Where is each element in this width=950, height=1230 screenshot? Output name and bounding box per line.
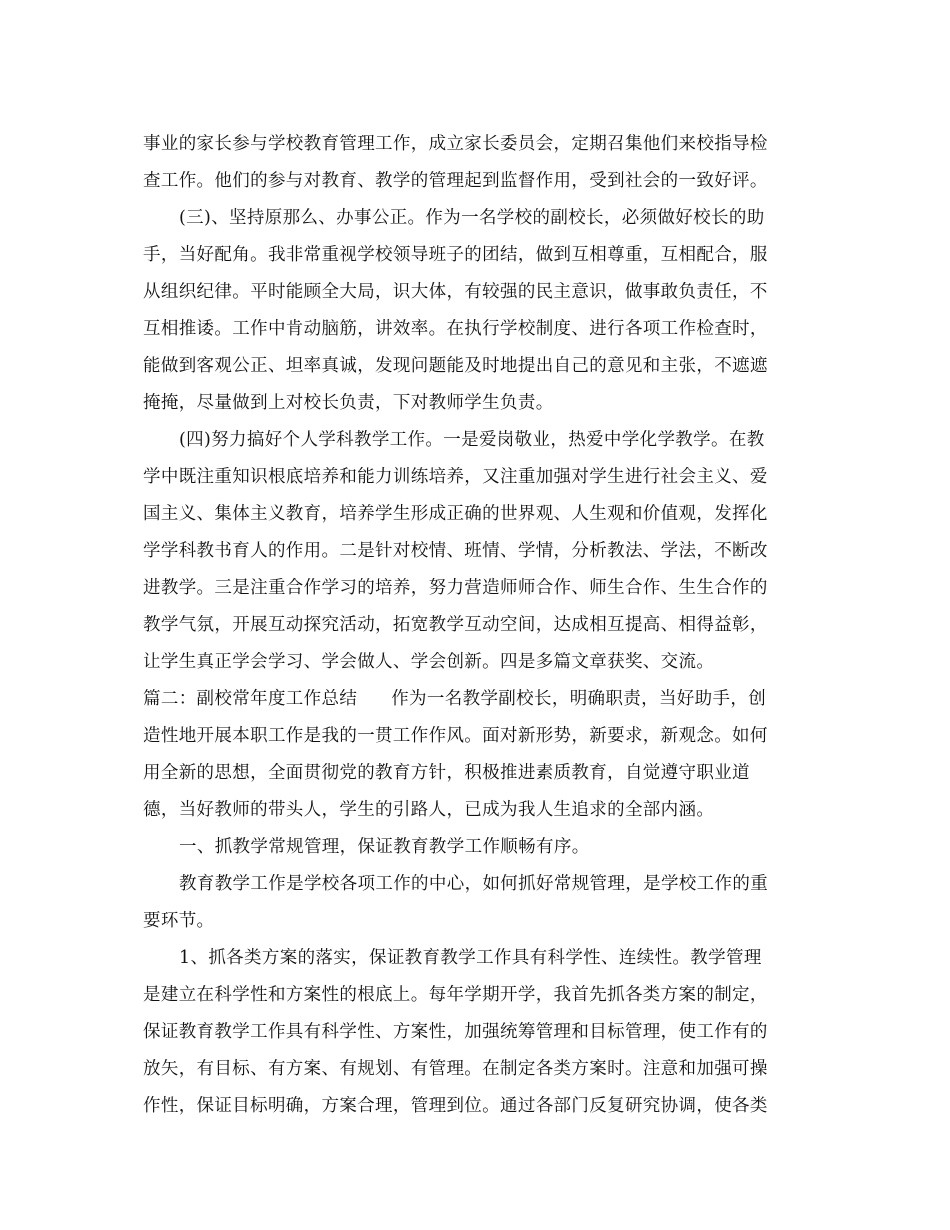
text-line: 作性，保证目标明确，方案合理，管理到位。通过各部门反复研究协调，使各类 [143, 1096, 768, 1116]
text-line: (三)、坚持原那么、办事公正。作为一名学校的副校长，必须做好校长的助 [179, 208, 765, 228]
text-line: 事业的家长参与学校教育管理工作，成立家长委员会，定期召集他们来校指导检 [143, 134, 768, 154]
text-line: 互相推诿。工作中肯动脑筋，讲效率。在执行学校制度、进行各项工作检查时， [143, 319, 768, 339]
text-line: 学中既注重知识根底培养和能力训练培养，又注重加强对学生进行社会主义、爱 [143, 467, 768, 487]
text-line: 德，当好教师的带头人，学生的引路人，已成为我人生追求的全部内涵。 [143, 800, 715, 820]
text-line: 放矢，有目标、有方案、有规划、有管理。在制定各类方案时。注意和加强可操 [143, 1059, 768, 1079]
text-line: 是建立在科学性和方案性的根底上。每年学期开学，我首先抓各类方案的制定， [143, 985, 768, 1005]
text-line: 让学生真正学会学习、学会做人、学会创新。四是多篇文章获奖、交流。 [143, 652, 715, 672]
text-line: 要环节。 [143, 911, 215, 931]
text-line: 教育教学工作是学校各项工作的中心，如何抓好常规管理，是学校工作的重 [179, 874, 769, 894]
text-line: 进教学。三是注重合作学习的培养，努力营造师师合作、师生合作、生生合作的 [143, 578, 768, 598]
text-line: 国主义、集体主义教育，培养学生形成正确的世界观、人生观和价值观，发挥化 [143, 504, 768, 524]
text-line: 保证教育教学工作具有科学性、方案性，加强统筹管理和目标管理，使工作有的 [143, 1022, 768, 1042]
text-line: 学学科教书育人的作用。二是针对校情、班情、学情，分析教法、学法，不断改 [143, 541, 768, 561]
section-heading-line [143, 681, 808, 718]
text-line: 一、抓教学常规管理，保证教育教学工作顺畅有序。 [179, 837, 590, 857]
text-line: 掩掩，尽量做到上对校长负责，下对教师学生负责。 [143, 393, 554, 413]
text-line: 查工作。他们的参与对教育、教学的管理起到监督作用，受到社会的一致好评。 [143, 171, 768, 191]
text-line: 手，当好配角。我非常重视学校领导班子的团结，做到互相尊重，互相配合，服 [143, 245, 768, 265]
text-line: 能做到客观公正、坦率真诚，发现问题能及时地提出自己的意见和主张，不遮遮 [143, 356, 768, 376]
text-line: 造性地开展本职工作是我的一贯工作作风。面对新形势，新要求，新观念。如何 [143, 726, 768, 746]
text-line: 从组织纪律。平时能顾全大局，识大体，有较强的民主意识，做事敢负责任，不 [143, 282, 768, 302]
section-first-text: 作为一名教学副校长，明确职责，当好助手，创 [391, 689, 767, 709]
document-body [143, 126, 808, 1125]
text-line: 用全新的思想，全面贯彻党的教育方针，积极推进素质教育，自觉遵守职业道 [143, 763, 750, 783]
text-line: (四)努力搞好个人学科教学工作。一是爱岗敬业，热爱中学化学教学。在教 [179, 430, 765, 450]
text-line: 教学气氛，开展互动探究活动，拓宽教学互动空间，达成相互提高、相得益彰， [143, 615, 768, 635]
section-heading: 篇二：副校常年度工作总结 [143, 689, 358, 709]
text-line: 1、抓各类方案的落实，保证教育教学工作具有科学性、连续性。教学管理 [179, 948, 762, 968]
